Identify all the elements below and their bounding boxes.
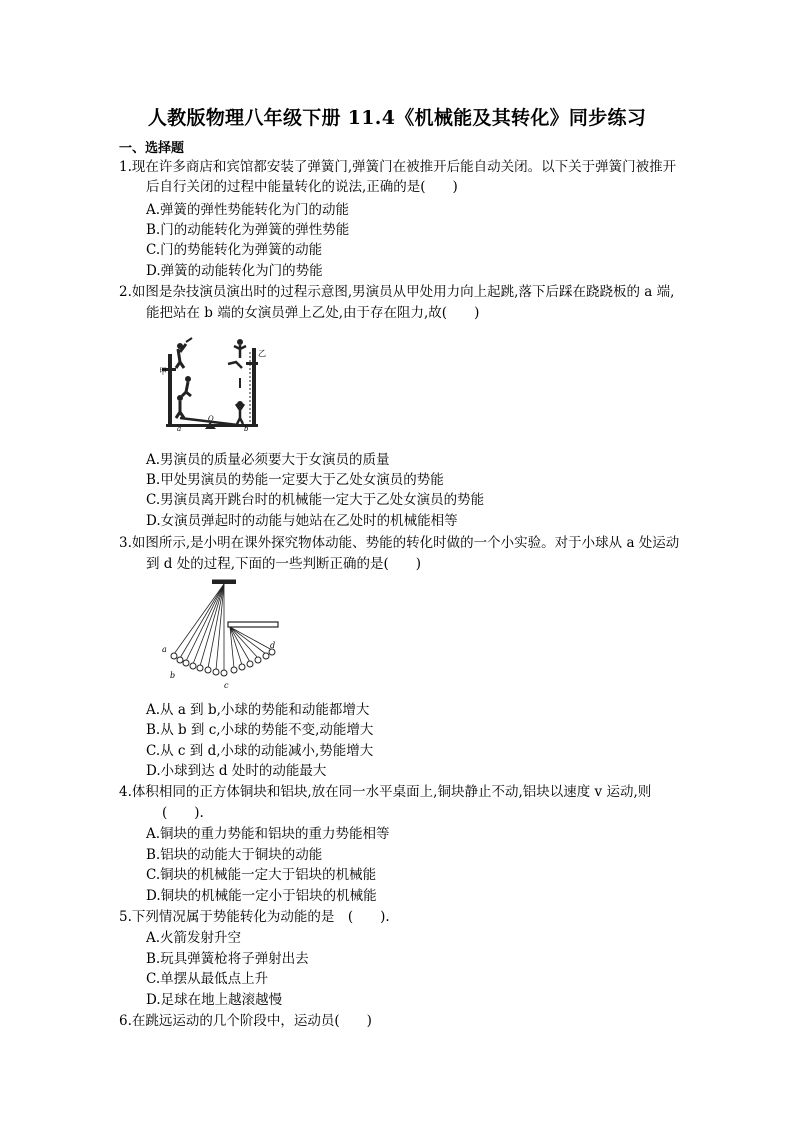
q4-option-c: C.铜块的机械能一定大于铝块的机械能 — [146, 867, 377, 883]
question-2-text: 2.如图是杂技演员演出时的过程示意图,男演员从甲处用力向上起跳,落下后踩在跷跷板的 a 端, — [119, 284, 675, 300]
label-yi: 乙 — [258, 349, 266, 358]
label-a: a — [177, 425, 182, 433]
q1-option-d: D.弹簧的动能转化为门的势能 — [146, 263, 323, 279]
section-heading: 一、选择题 — [119, 141, 185, 156]
label-b: b — [170, 671, 176, 680]
label-b: b — [244, 425, 249, 433]
question-1-text-cont: 后自行关闭的过程中能量转化的说法,正确的是( ) — [146, 179, 458, 195]
acrobat-seesaw-figure — [158, 334, 268, 434]
q5-option-c: C.单摆从最低点上升 — [146, 971, 269, 987]
question-2-text-cont: 能把站在 b 端的女演员弹上乙处,由于存在阻力,故( ) — [146, 305, 480, 321]
question-4-text-cont: ( ). — [162, 805, 204, 821]
q3-option-c: C.从 c 到 d,小球的动能减小,势能增大 — [146, 743, 374, 759]
question-3-text: 3.如图所示,是小明在课外探究物体动能、势能的转化时做的一个小实验。对于小球从 a 处运动 — [119, 535, 680, 551]
q1-option-c: C.门的势能转化为弹簧的动能 — [146, 242, 323, 258]
label-a: a — [162, 645, 167, 654]
q2-option-a: A.男演员的质量必须要大于女演员的质量 — [146, 452, 390, 468]
q2-option-b: B.甲处男演员的势能一定要大于乙处女演员的势能 — [146, 472, 444, 488]
q1-option-a: A.弹簧的弹性势能转化为门的动能 — [146, 202, 350, 218]
label-jia: 甲 — [159, 367, 167, 376]
question-4-text: 4.体积相同的正方体铜块和铝块,放在同一水平桌面上,铜块静止不动,铝块以速度 v 运动,则 — [119, 784, 652, 800]
q4-option-b: B.铝块的动能大于铜块的动能 — [146, 847, 323, 863]
question-3-text-cont: 到 d 处的过程,下面的一些判断正确的是( ) — [146, 556, 422, 572]
label-o: O — [208, 415, 214, 423]
q4-option-d: D.铜块的机械能一定小于铝块的机械能 — [146, 888, 377, 904]
pendulum-figure — [160, 578, 285, 693]
question-6-text: 6.在跳远运动的几个阶段中，运动员( ) — [119, 1013, 372, 1029]
q3-option-d: D.小球到达 d 处时的动能最大 — [146, 763, 327, 779]
q5-option-a: A.火箭发射升空 — [146, 930, 242, 946]
label-c: c — [224, 681, 229, 690]
q5-option-b: B.玩具弹簧枪将子弹射出去 — [146, 951, 309, 967]
q2-option-d: D.女演员弹起时的动能与她站在乙处时的机械能相等 — [146, 513, 458, 529]
q3-option-a: A.从 a 到 b,小球的势能和动能都增大 — [146, 702, 370, 718]
label-d: d — [270, 641, 276, 650]
q3-option-b: B.从 b 到 c,小球的势能不变,动能增大 — [146, 722, 374, 738]
q4-option-a: A.铜块的重力势能和铝块的重力势能相等 — [146, 826, 390, 842]
q5-option-d: D.足球在地上越滚越慢 — [146, 992, 283, 1008]
q1-option-b: B.门的动能转化为弹簧的弹性势能 — [146, 222, 350, 238]
question-5-text: 5.下列情况属于势能转化为动能的是 ( ). — [119, 909, 390, 925]
question-1-text: 1.现在许多商店和宾馆都安装了弹簧门,弹簧门在被推开后能自动关闭。以下关于弹簧门被推开 — [119, 159, 677, 175]
q2-option-c: C.男演员离开跳台时的机械能一定大于乙处女演员的势能 — [146, 492, 485, 508]
document-title: 人教版物理八年级下册 11.4《机械能及其转化》同步练习 — [147, 107, 647, 129]
